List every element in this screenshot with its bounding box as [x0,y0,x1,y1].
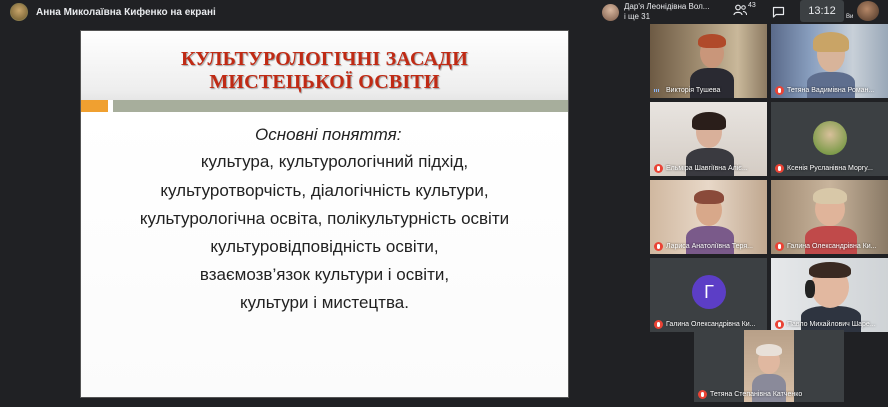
participant-name: Ксенія Русланівна Моргу... [787,165,873,172]
participant-tile[interactable] [771,180,888,254]
mic-muted-icon [654,320,663,329]
people-count: 43 [748,2,756,9]
meeting-clock: 13:12 [800,0,844,22]
slide-line: культуротворчість, діалогічність культури, [160,181,489,200]
notification-line-1: Дар'я Леонідівна Вол... [624,2,710,11]
slide-title-line-1: КУЛЬТУРОЛОГІЧНІ ЗАСАДИ [180,48,469,70]
people-button[interactable] [733,4,756,16]
participant-avatar [813,121,847,155]
slide-line: культурологічна освіта, полікультурність освіти [139,209,510,228]
participant-tile[interactable] [771,258,888,332]
participant-name: Галина Олександрівна Ки... [787,243,877,250]
chat-button[interactable] [772,5,785,23]
shared-slide [81,31,568,397]
self-avatar[interactable] [857,1,879,21]
participant-name: Ельміра Шавгіївна Аліє... [666,165,748,172]
slide-subtitle: Основні поняття: [255,125,402,144]
participant-name: Лариса Анатоліївна Теря... [666,243,753,250]
participant-name: Тетяна Вадимівна Роман... [787,87,875,94]
presentation-stage [0,24,648,407]
participant-tile[interactable] [650,24,767,98]
self-label: Ви [846,14,854,20]
mic-muted-icon [775,242,784,251]
participant-tile[interactable] [771,24,888,98]
slide-line: культуровідповідність освіти, [210,237,439,256]
slide-line: взаємозв’язок культури і освіти, [199,265,450,284]
joiner-avatar [602,4,619,21]
notification-line-2: і ще 31 [624,12,651,21]
mic-muted-icon [775,320,784,329]
presenting-indicator [10,3,216,21]
participant-name: Галина Олександрівна Ки... [666,321,756,328]
participant-name: Павло Михайлович Шаре... [787,321,876,328]
accent-bar-gray [113,100,568,112]
accent-bar-orange [81,100,108,112]
mic-muted-icon [775,86,784,95]
presenter-label: Анна Миколаївна Кифенко на екрані [36,6,216,18]
participant-tile[interactable] [694,330,844,402]
participant-avatar: Г [692,275,726,309]
people-icon [733,4,747,16]
participant-tile[interactable] [650,180,767,254]
slide-line: культури і мистецтва. [240,293,409,312]
participant-tile[interactable] [771,102,888,176]
participant-name: Тетяна Степанівна Катченко [710,391,803,398]
slide-title-line-2: МИСТЕЦЬКОЇ ОСВІТИ [209,71,440,93]
mic-muted-icon [654,242,663,251]
mic-muted-icon [654,164,663,173]
participant-name: Викторія Тушева [666,87,721,94]
join-notification[interactable] [602,2,709,22]
participant-tile[interactable] [650,258,767,332]
mic-muted-icon [698,390,707,399]
top-bar [0,0,888,24]
presenter-avatar-icon [10,3,28,21]
slide-line: культура, культурологічний підхід, [200,152,469,171]
participant-grid [650,24,888,407]
chat-icon [772,6,785,18]
mic-muted-icon [775,164,784,173]
mic-active-icon [654,86,663,95]
participant-tile[interactable] [650,102,767,176]
